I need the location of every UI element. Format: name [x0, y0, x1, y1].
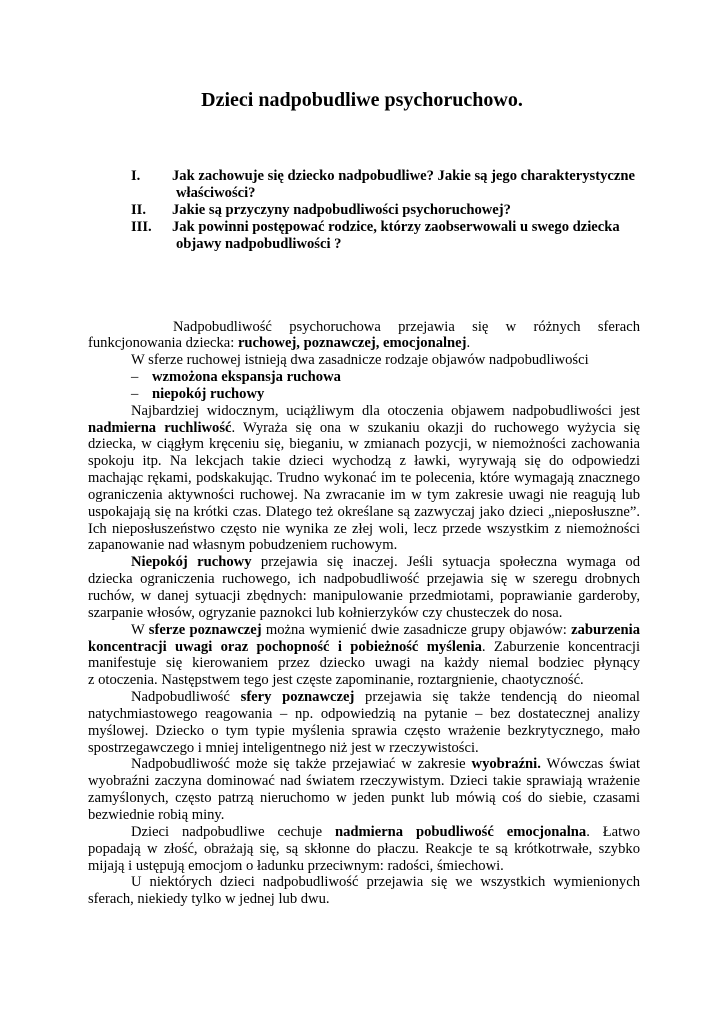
text-line	[152, 386, 640, 403]
text-run: Dzieci nadpobudliwe cechuje	[131, 823, 335, 840]
question-text-continued: objawy nadpobudliwości ?	[176, 235, 342, 252]
question-numeral: I.	[131, 167, 141, 184]
text-run: Najbardziej widocznym, uciążliwym dla otoczenia objawem nadpobudliwości jest	[131, 402, 640, 419]
question-numeral: III.	[131, 218, 152, 235]
paragraph	[88, 874, 640, 908]
paragraph	[88, 554, 640, 621]
text-line	[88, 622, 640, 639]
text-line	[88, 824, 640, 841]
text-run: machając rękami, podskakując. Trudno wykonać im te polecenia, które wymagają znacznego	[88, 470, 640, 487]
dash-marker: –	[131, 369, 139, 386]
text-line	[88, 588, 640, 605]
text-line	[88, 841, 640, 858]
text-run: ruchów, w danej sytuacji zbędnych: manipulowanie przedmiotami, poprawianie garderoby,	[88, 588, 640, 604]
text-line	[88, 571, 640, 588]
text-run: popadają w złość, obrażają się, są skłonne do płaczu. Reakcje te są krótkotrwałe, szybko	[88, 840, 640, 857]
text-run: przejawia się inaczej. Jeśli sytuacja społeczna wymaga od	[251, 554, 641, 571]
paragraph	[88, 319, 640, 353]
question-item	[131, 168, 643, 202]
text-line	[88, 470, 640, 487]
text-run: Nadpobudliwość psychoruchowa przejawia się w różnych sferach	[173, 318, 640, 335]
question-text: Jak powinni postępować rodzice, którzy zaobserwowali u swego dziecka	[172, 218, 620, 235]
bold-text: Niepokój ruchowy	[131, 554, 252, 571]
bold-text: wzmożona ekspansja ruchowa	[152, 369, 341, 386]
text-line	[88, 874, 640, 891]
bold-text: zaburzenia	[571, 621, 641, 638]
text-run: szarpanie włosów, ogryzanie paznokci lub kołnierzyków czy chusteczek do nosa.	[88, 604, 563, 621]
text-line	[88, 706, 640, 723]
question-numeral: II.	[131, 201, 147, 218]
text-line	[88, 319, 640, 336]
bold-text: nadmierna ruchliwość	[88, 419, 232, 436]
text-run: Nadpobudliwość	[131, 689, 241, 706]
bold-text: sferze poznawczej	[148, 621, 262, 638]
text-run: spostrzegawczego i mniej inteligentnego niż jest w rzeczywistości.	[88, 739, 479, 756]
text-line	[88, 773, 640, 790]
text-line	[88, 891, 640, 908]
text-line	[88, 436, 640, 453]
text-run: mijają i ustępują emocjom o ładunku przeciwnym: radości, śmiechowi.	[88, 857, 504, 874]
bold-text: wyobraźni.	[471, 756, 541, 773]
dash-list-item	[88, 369, 640, 386]
text-run: . Wyraża się ona w szukaniu okazji do ruchowego wyżycia się	[231, 419, 640, 436]
question-item	[131, 219, 643, 253]
text-line	[88, 537, 640, 554]
text-run: Nadpobudliwość może się także przejawiać w zakresie	[131, 756, 472, 773]
text-run: ograniczenia aktywności ruchowej. Na zwracanie im w tym zakresie uwagi nie reagują lub	[88, 486, 640, 503]
text-line	[88, 689, 640, 706]
text-run: dziecka ograniczenia ruchowego, ich nadpobudliwość przejawia się w szeregu drobnych	[88, 571, 640, 588]
questions-list	[131, 168, 643, 253]
text-line	[88, 639, 640, 656]
text-run: zapanowanie nad własnym pobudzeniem ruchowym.	[88, 537, 398, 554]
dash-marker: –	[131, 385, 139, 402]
text-run: myślowej. Dziecko o tym typie myślenia sprawia często wrażenie bezkrytycznego, mało	[88, 722, 640, 739]
paragraph	[88, 622, 640, 689]
question-text: Jak zachowuje się dziecko nadpobudliwe? Jakie są jego charakterystyczne	[172, 167, 635, 184]
text-line	[88, 655, 640, 672]
text-line	[88, 807, 640, 824]
text-line	[88, 790, 640, 807]
text-line	[88, 858, 640, 875]
text-run: . Łatwo	[586, 823, 641, 840]
text-line	[88, 605, 640, 622]
text-line	[88, 403, 640, 420]
text-run: natychmiastowego reagowania – np. odpowiedzią na pytanie – bez dostatecznej analizy	[88, 705, 640, 722]
question-text: Jakie są przyczyny nadpobudliwości psychoruchowej?	[172, 201, 511, 218]
text-run: W sferze ruchowej istnieją dwa zasadnicze rodzaje objawów nadpobudliwości	[131, 352, 589, 369]
paragraph	[88, 352, 640, 369]
text-run: manifestuje się kierowaniem przez dziecko uwagi na każdy niemal bodziec płynący	[88, 655, 640, 672]
text-run: zamyślonych, często patrzą nieruchomo w jeden punkt lub mówią coś do siebie, czasami	[88, 790, 640, 807]
document-title: Dzieci nadpobudliwe psychoruchowo.	[201, 89, 523, 111]
bold-text: niepokój ruchowy	[152, 385, 265, 402]
text-line	[88, 420, 640, 437]
text-line	[88, 554, 640, 571]
text-run: sferach, niekiedy tylko w jednej lub dwu.	[88, 891, 330, 908]
text-run: dziecka, w ciągłym kręceniu się, bieganiu, w zmianach pozycji, w niemożności zachowania	[88, 436, 640, 453]
paragraph	[88, 403, 640, 555]
text-run: z otoczenia. Następstwem tego jest częste zapominanie, roztargnienie, chaotyczność.	[88, 672, 584, 689]
text-line	[88, 335, 640, 352]
text-line	[88, 521, 640, 538]
bold-text: koncentracji uwagi oraz pochopność i pobieżność myślenia	[88, 638, 482, 655]
text-line	[88, 723, 640, 740]
paragraph	[88, 824, 640, 875]
text-line	[88, 487, 640, 504]
text-line	[88, 672, 640, 689]
text-run: funkcjonowania dziecka:	[88, 335, 238, 352]
bold-text: ruchowej, poznawczej, emocjonalnej	[237, 335, 467, 352]
text-line	[88, 740, 640, 757]
text-line	[88, 504, 640, 521]
text-run: przejawia się także tendencją do nieomal	[354, 689, 640, 706]
text-line	[152, 369, 640, 386]
paragraph	[88, 756, 640, 823]
text-run: wyobraźni zaczyna dominować nad światem rzeczywistym. Dzieci takie sprawiają wrażenie	[88, 773, 640, 790]
text-run: uspokajają się na krótki czas. Dlatego też określane są zazwyczaj jako dzieci „nieposłuszne”.	[88, 503, 640, 520]
question-text-continued: właściwości?	[176, 184, 256, 201]
text-run: Wówczas świat	[540, 756, 640, 773]
text-line	[88, 453, 640, 470]
body-text	[88, 319, 640, 909]
text-run: można wymienić dwie zasadnicze grupy objawów:	[261, 621, 572, 638]
text-run: W	[131, 621, 149, 638]
text-run: Ich nieposłuszeństwo często nie wynika ze złej woli, lecz przede wszystkim z niemożności	[88, 520, 640, 537]
bold-text: nadmierna pobudliwość emocjonalna	[334, 823, 587, 840]
text-run: bezwiednie robią miny.	[88, 806, 225, 823]
text-run: . Zaburzenie koncentracji	[481, 638, 640, 655]
text-run: spokoju itp. Na lekcjach takie dzieci wychodzą z ławki, wyrywają się do odpowiedzi	[88, 453, 640, 470]
paragraph	[88, 689, 640, 756]
question-item	[131, 202, 643, 219]
text-line	[88, 352, 640, 369]
text-run: .	[466, 335, 471, 352]
dash-list-item	[88, 386, 640, 403]
bold-text: sfery poznawczej	[240, 689, 355, 706]
text-run: U niektórych dzieci nadpobudliwość przejawia się we wszystkich wymienionych	[131, 874, 640, 891]
text-line	[88, 756, 640, 773]
